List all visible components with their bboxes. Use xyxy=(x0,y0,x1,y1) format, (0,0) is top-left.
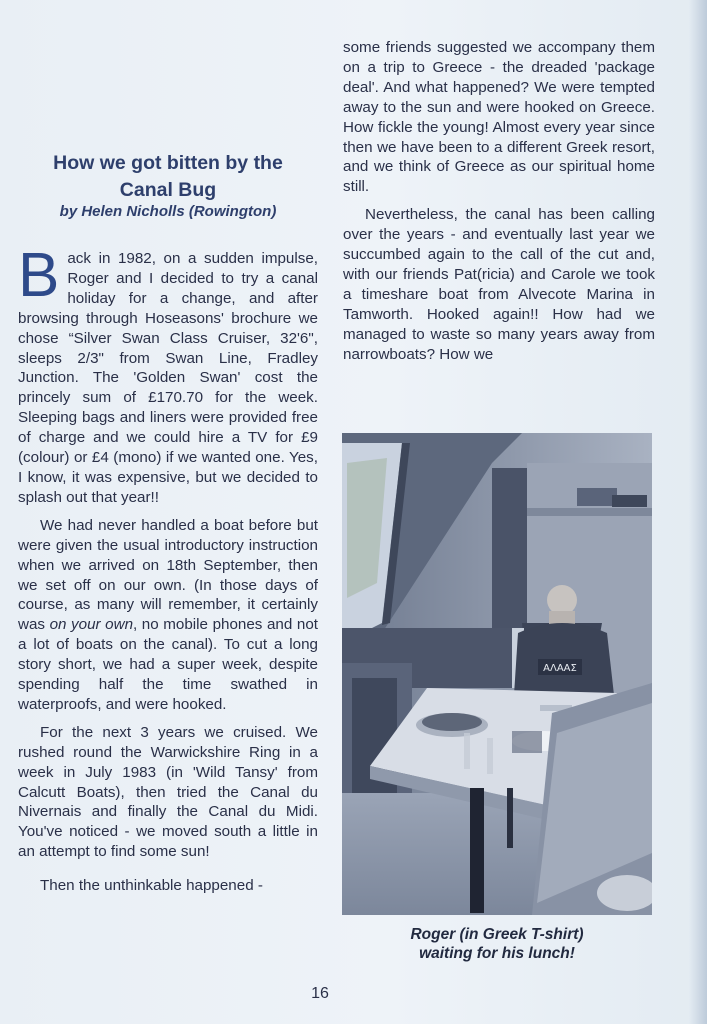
paragraph-4: Then the unthinkable happened - xyxy=(40,877,263,895)
caption-line-1: Roger (in Greek T-shirt) xyxy=(410,926,584,943)
article-title xyxy=(14,150,322,204)
shirt-text: ΑΛΑΑΣ xyxy=(543,663,577,674)
boat-interior-photo xyxy=(342,433,652,915)
page-edge-shadow xyxy=(689,0,707,1024)
left-column xyxy=(18,241,318,896)
caption-line-2: waiting for his lunch! xyxy=(419,945,575,962)
title-line-2: Canal Bug xyxy=(119,179,217,201)
paragraph-6: Nevertheless, the canal has been calling over the years - and eventually last year we succumbed again to the call of the cut and, with our friends Pat(ricia) and Carole we took a timeshare boat from Alvecote Marina in Tamworth. Hooked again!! How had we managed to waste so many years away from narrowboats? How we xyxy=(343,206,655,363)
paragraph-2-emphasis: on your own xyxy=(49,616,134,634)
drop-cap: B xyxy=(18,241,60,310)
right-column xyxy=(343,38,655,365)
photo-illustration xyxy=(342,433,652,915)
paragraph-1 xyxy=(18,241,318,508)
paragraph-3: For the next 3 years we cruised. We rushed round the Warwickshire Ring in a week in July 1983 (in 'Wild Tansy' from Calcutt Boats), then tried the Canal du Nivernais and finally the Canal du Midi. You've noticed - we moved south a little in an attempt to find some sun! xyxy=(18,723,318,861)
article-byline: by Helen Nicholls (Rowington) xyxy=(59,203,277,220)
paragraph-1-text: ack in 1982, on a sudden impulse, Roger and I decided to try a canal holiday for a change, and after browsing through Hoseasons' brochure we chose “Silver Swan Class Cruiser, 32'6", sleeps 2/3" from Swan Line, Fradley Junction. The 'Golden Swan' cost the princely sum of £170.70 for the week. Sleeping bags and liners were provided free of charge and we could hire a TV for £9 (colour) or £4 (mono) if we wanted one. Yes, I know, it was expensive, but we decided to splash out that year!! xyxy=(18,250,318,506)
page-number: 16 xyxy=(311,985,329,1002)
paragraph-2-text-b: , no mobile phones and not a lot of boats on the canal). To cut a long story short, we had a super week, despite spending half the time swathed in waterproofs, and were hooked. xyxy=(18,616,318,713)
paragraph-2-text-a: We had never handled a boat before but were given the usual introductory instruction when we arrived on 18th September, then we set off on our own. (In those days of course, as many will remember, it certainly was xyxy=(18,516,318,634)
paragraph-5: some friends suggested we accompany them on a trip to Greece - the dreaded 'package deal'. And what happened? We were tempted away to the sun and were hooked on Greece. How fickle the young! Almost every year since then we have been to a different Greek resort, and we think of Greece as our spiritual home still. xyxy=(343,39,655,196)
paragraph-2 xyxy=(18,516,318,715)
photo-caption xyxy=(342,925,652,963)
title-line-1: How we got bitten by the xyxy=(53,152,283,174)
